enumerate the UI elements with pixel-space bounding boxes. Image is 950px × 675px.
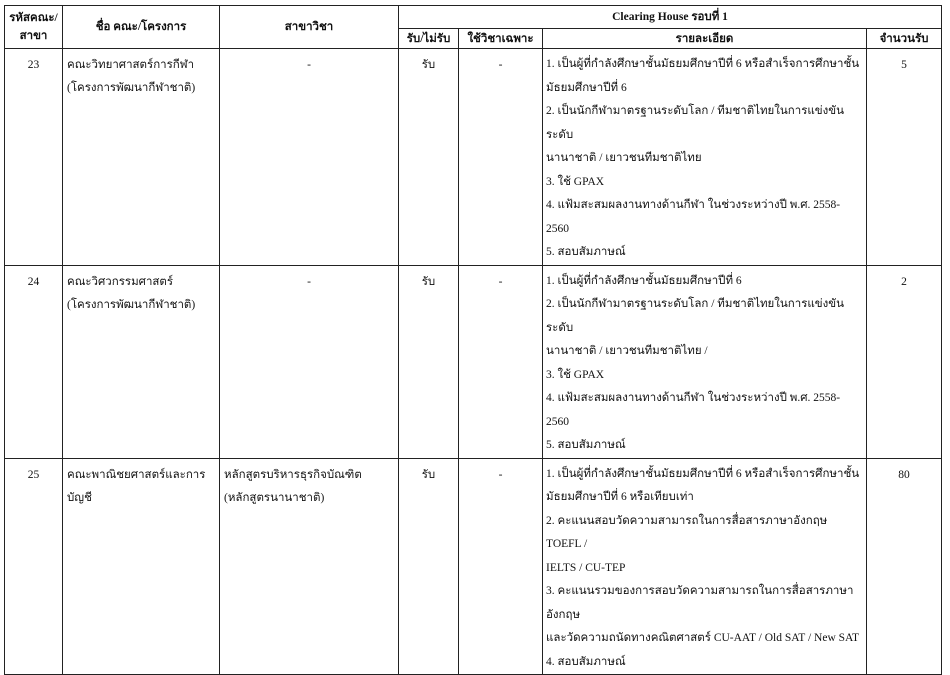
header-major: สาขาวิชา — [220, 6, 399, 49]
detail-line: IELTS / CU-TEP — [546, 561, 626, 574]
row-specific: - — [459, 265, 543, 458]
detail-line: 1. เป็นผู้ที่กำลังศึกษาชั้นมัธยมศึกษาปีที่ 6 หรือสำเร็จการศึกษาชั้น — [546, 58, 860, 70]
row-count: 80 — [867, 458, 942, 675]
row-specific: - — [459, 49, 543, 266]
detail-line: 1. เป็นผู้ที่กำลังศึกษาชั้นมัธยมศึกษาปีที่ 6 — [546, 274, 742, 287]
detail-line: 2. คะแนนสอบวัดความสามารถในการสื่อสารภาษาอังกฤษ TOEFL / — [546, 514, 828, 550]
header-row-top — [5, 6, 942, 29]
detail-line: 1. เป็นผู้ที่กำลังศึกษาชั้นมัธยมศึกษาปีที่ 6 หรือสำเร็จการศึกษาชั้น — [546, 467, 860, 480]
detail-line: มัธยมศึกษาปีที่ 6 — [546, 81, 627, 94]
row-code: 23 — [5, 49, 63, 266]
header-faculty: ชื่อ คณะ/โครงการ — [63, 6, 220, 49]
header-count: จำนวนรับ — [867, 29, 942, 49]
row-count: 5 — [867, 49, 942, 266]
detail-line: 2. เป็นนักกีฬามาตรฐานระดับโลก / ทีมชาติไทยในการแข่งขันระดับ — [546, 105, 844, 141]
row-faculty: คณะพาณิชยศาสตร์และการบัญชี — [63, 458, 220, 675]
header-details: รายละเอียด — [543, 29, 867, 49]
admission-table — [4, 5, 942, 675]
detail-line: มัธยมศึกษาปีที่ 6 หรือเทียบเท่า — [546, 491, 694, 503]
row-faculty: คณะวิทยาศาสตร์การกีฬา (โครงการพัฒนากีฬาชาติ) — [63, 49, 220, 266]
detail-line: 5. สอบสัมภาษณ์ — [546, 439, 626, 451]
row-details — [543, 265, 867, 458]
table-row — [5, 49, 942, 266]
detail-line: 3. ใช้ GPAX — [546, 175, 605, 188]
row-accept: รับ — [399, 265, 459, 458]
row-faculty: คณะวิศวกรรมศาสตร์ (โครงการพัฒนากีฬาชาติ) — [63, 265, 220, 458]
detail-line: 4. แฟ้มสะสมผลงานทางด้านกีฬา ในช่วงระหว่างปี พ.ศ. 2558-2560 — [546, 199, 841, 235]
table-row — [5, 265, 942, 458]
detail-line: 3. คะแนนรวมของการสอบวัดความสามารถในการสื่อสารภาษาอังกฤษ — [546, 585, 854, 621]
row-accept: รับ — [399, 458, 459, 675]
detail-line: 3. ใช้ GPAX — [546, 368, 605, 381]
header-specific-subject: ใช้วิชาเฉพาะ — [459, 29, 543, 49]
row-major: - — [220, 49, 399, 266]
header-clearing-house: Clearing House รอบที่ 1 — [399, 6, 942, 29]
detail-line: 4. แฟ้มสะสมผลงานทางด้านกีฬา ในช่วงระหว่างปี พ.ศ. 2558-2560 — [546, 392, 841, 428]
row-count: 2 — [867, 265, 942, 458]
row-code: 24 — [5, 265, 63, 458]
row-major: - — [220, 265, 399, 458]
row-specific: - — [459, 458, 543, 675]
row-details — [543, 458, 867, 675]
row-details — [543, 49, 867, 266]
admission-table-page — [4, 5, 945, 668]
header-accept: รับ/ไม่รับ — [399, 29, 459, 49]
detail-line: นานาชาติ / เยาวชนทีมชาติไทย — [546, 152, 702, 164]
row-major: หลักสูตรบริหารธุรกิจบัณฑิต (หลักสูตรนานาชาติ) — [220, 458, 399, 675]
detail-line: นานาชาติ / เยาวชนทีมชาติไทย / — [546, 345, 708, 357]
detail-line: 4. สอบสัมภาษณ์ — [546, 655, 626, 668]
row-code: 25 — [5, 458, 63, 675]
header-code: รหัสคณะ/สาขา — [5, 6, 63, 49]
detail-line: 5. สอบสัมภาษณ์ — [546, 246, 626, 258]
table-row — [5, 458, 942, 675]
detail-line: และวัดความถนัดทางคณิตศาสตร์ CU-AAT / Old SAT / New SAT — [546, 632, 860, 644]
detail-line: 2. เป็นนักกีฬามาตรฐานระดับโลก / ทีมชาติไทยในการแข่งขันระดับ — [546, 298, 844, 334]
row-accept: รับ — [399, 49, 459, 266]
